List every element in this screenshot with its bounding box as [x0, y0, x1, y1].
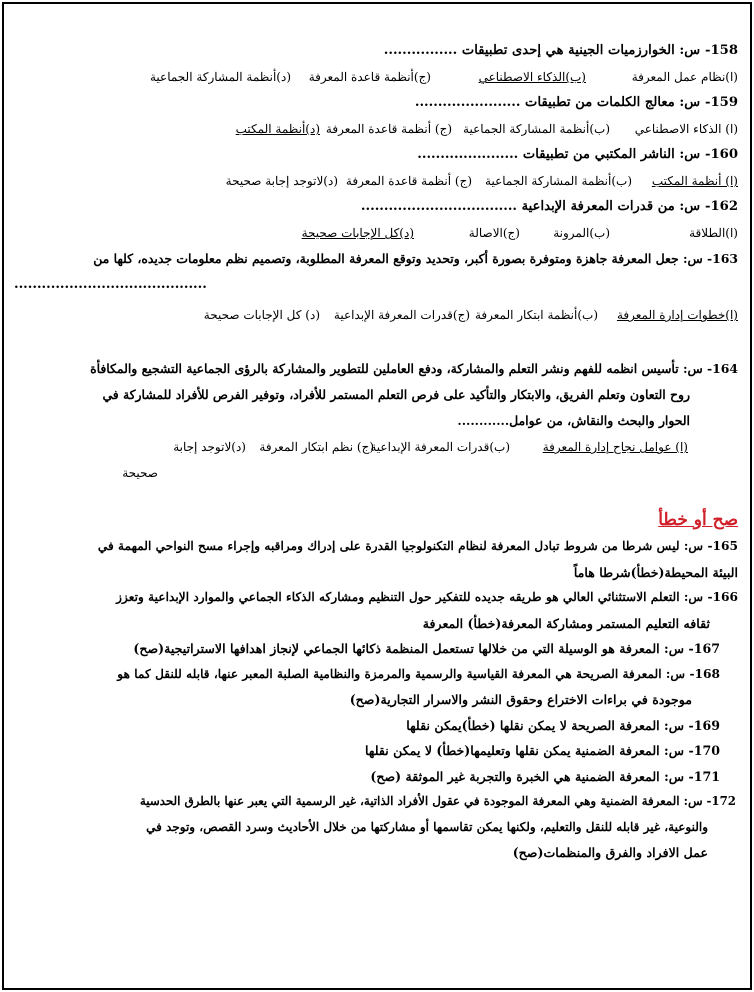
- question-164-line2: روح التعاون وتعلم الفريق، والابتكار والتأكيد على فرص التعلم المستمر للأفراد، وتوفير الفرص للأفراد للمشاركة في: [102, 387, 690, 402]
- question-164-options: [14, 434, 738, 460]
- statement-165-line2: البيئة المحيطة(خطأ)شرطا هاماً: [573, 564, 738, 580]
- option-a: (ا) عوامل نجاح إدارة المعرفة: [542, 440, 688, 454]
- statement-165: [14, 534, 738, 585]
- question-158: 158- س: الخوارزميات الجينية هي إحدى تطبيقات ................: [383, 43, 738, 58]
- option-c: (ج)قدرات المعرفة الإبداعية: [333, 308, 470, 322]
- option-d: (د)كل الإجابات صحيحة: [301, 226, 414, 240]
- option-a: (ا) الذكاء الاصطناعي: [634, 122, 738, 136]
- option-c: (ج) أنظمة قاعدة المعرفة: [325, 122, 452, 136]
- option-c: (ج) نظم ابتكار المعرفة: [259, 440, 374, 454]
- question-160-options: [14, 168, 738, 194]
- statement-166-line2: ثقافه التعليم المستمر ومشاركة المعرفة(خطأ) المعرفة: [422, 615, 710, 631]
- question-159-options: [14, 116, 738, 142]
- spacer: [14, 486, 738, 506]
- option-c: (ج) أنظمة قاعدة المعرفة: [345, 174, 472, 188]
- question-160: 160- س: الناشر المكتبي من تطبيقات ......................: [417, 147, 738, 162]
- option-c: (ج)أنظمة قاعدة المعرفة: [308, 70, 431, 84]
- statement-172: [14, 789, 738, 866]
- statement-168-line2: موجودة في براءات الاختراع وحقوق النشر والاسرار التجارية(صح): [349, 692, 692, 707]
- question-164-option-tail: [14, 460, 738, 486]
- option-d: (د)أنظمة المشاركة الجماعية: [150, 70, 291, 84]
- statement-168-line1: 168- س: المعرفة الصريحة هي المعرفة القياسية والرسمية والمرمزة والنظامية الصلبة المعبر عنها، قابله للنقل كما هو: [117, 666, 720, 681]
- question-159: 159- س: معالج الكلمات من تطبيقات .......................: [414, 95, 738, 110]
- question-164-line3: الحوار والبحث والنقاش، من عوامل............: [457, 413, 690, 428]
- statement-166-line1: 166- س: التعلم الاستثنائي العالي هو طريقه جديده للتفكير حول التنظيم ومشاركه الذكاء الجماعي والموارد الإبداعية وتعزز: [116, 590, 738, 604]
- question-163-line1: 163- س: جعل المعرفة جاهزة ومتوفرة بصورة أكبر، وتحديد وتوقع المعرفة المطلوبة، وتصميم نظم معلومات جديده، كلها من: [93, 251, 738, 266]
- option-a: (ا)نظام عمل المعرفة: [631, 70, 738, 84]
- statement-172-line3: عمل الافراد والفرق والمنظمات(صح): [512, 845, 708, 860]
- option-c: (ج)الاصالة: [468, 226, 520, 240]
- option-b: (ب)أنظمة المشاركة الجماعية: [485, 174, 632, 188]
- option-a: (ا) أنظمة المكتب: [651, 174, 738, 188]
- option-b: (ب)الذكاء الاصطناعي: [478, 70, 586, 84]
- question-163-line2: ..........................................: [14, 277, 207, 292]
- option-d: (د)لاتوجد إجابة: [173, 440, 246, 454]
- spacer: [14, 328, 738, 356]
- statement-172-line1: 172- س: المعرفة الضمنية وهي المعرفة الموجودة في عقول الأفراد الذاتية، غير الرسمية التي يعبر عنها بالطرق الحدسية: [139, 794, 736, 808]
- statement-171: 171- س: المعرفة الضمنية هي الخبرة والتجربة غير الموثقة (صح): [370, 768, 720, 784]
- statement-165-line1: 165- س: ليس شرطا من شروط تبادل المعرفة لنظام التكنولوجيا القدرة على إدراك ومراقبه وإجراء مسح النواحي المهمة في: [97, 539, 738, 553]
- option-b: (ب)أنظمة المشاركة الجماعية: [463, 122, 610, 136]
- question-164-line1: 164- س: تأسيس انظمه للفهم ونشر التعلم والمشاركة، ودفع العاملين للتطوير والمشاركة بالرؤى الجماعية التشجيع والمكافأة: [90, 361, 738, 376]
- option-a: (ا)خطوات إدارة المعرفة: [616, 308, 738, 322]
- section-title-true-false: صح أو خطأ: [658, 510, 738, 530]
- question-162: 162- س: من قدرات المعرفة الإبداعية ..................................: [360, 199, 738, 214]
- option-b: (ب)أنظمة ابتكار المعرفة: [474, 308, 598, 322]
- statement-170: 170- س: المعرفة الضمنية يمكن نقلها وتعليمها(خطأ) لا يمكن نقلها: [365, 743, 720, 758]
- statement-172-line2: والنوعية، غير قابله للنقل والتعليم، ولكنها يمكن تقاسمها أو مشاركتها من خلال الأحاديث وسرد القصص، وتوجد في: [146, 819, 708, 834]
- option-d: (د)لاتوجد إجابة صحيحة: [225, 174, 338, 188]
- question-162-options: [14, 220, 738, 246]
- document-body: [14, 38, 738, 866]
- statement-166: [14, 585, 738, 636]
- option-b: (ب)قدرات المعرفة الإبداعية: [370, 440, 510, 454]
- question-158-options: [14, 64, 738, 90]
- statement-168: [14, 662, 738, 713]
- question-163-options: [14, 302, 738, 328]
- statement-169: 169- س: المعرفة الصريحة لا يمكن نقلها (خطأ)يمكن نقلها: [406, 717, 720, 733]
- statement-167: 167- س: المعرفة هو الوسيلة التي من خلالها تستعمل المنظمة ذكائها الجماعي لإنجاز اهدافها الاستراتيجية(صح): [133, 641, 720, 656]
- option-d-tail: صحيحة: [122, 466, 158, 480]
- option-d: (د)أنظمة المكتب: [235, 122, 320, 136]
- option-b: (ب)المرونة: [553, 226, 610, 240]
- option-d: (د) كل الإجابات صحيحة: [203, 308, 320, 322]
- option-a: (ا)الطلاقة: [689, 226, 738, 240]
